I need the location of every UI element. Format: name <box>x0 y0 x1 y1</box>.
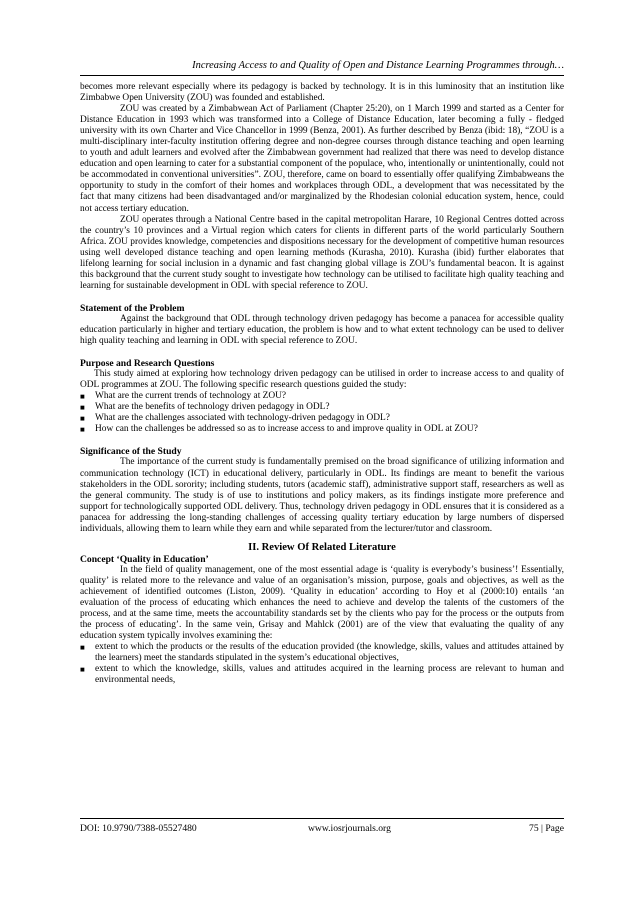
problem-heading: Statement of the Problem <box>80 302 185 314</box>
bullet-icon: ■ <box>80 414 85 424</box>
page-footer <box>80 822 564 836</box>
significance-paragraph: The importance of the current study is fundamentally premised on the broad significance of utilizing information and communication technology (ICT) in educational delivery, particularly in ODL. Its findings are meant to benefit the various stakeholders in the ODL sorority; including students, tutors (academic staff), administrative support staff, researchers as well as the general community. The study is of use to institutions and policy makers, as its findings instigate more preference and support for technologically supported ODL delivery. Thus, technology driven pedagogy in ODL ensures that it is considered as a panacea for addressing the long-standing challenges of accessing quality tertiary education by large numbers of dispersed individuals, allowing them to learn while they earn and while separated from the lecturer/tutor and classroom. <box>80 457 564 534</box>
page-number: 75 | Page <box>529 823 564 834</box>
concept-heading: Concept ‘Quality in Education’ <box>80 553 209 565</box>
website-link[interactable]: www.iosrjournals.org <box>308 823 391 834</box>
research-questions-list <box>80 391 564 435</box>
bullet-icon: ■ <box>80 665 85 675</box>
purpose-heading: Purpose and Research Questions <box>80 358 215 370</box>
bullet-icon: ■ <box>80 403 85 413</box>
quality-criteria-list <box>80 642 564 686</box>
header-rule <box>80 75 564 76</box>
running-header: Increasing Access to and Quality of Open and Distance Learning Programmes through… <box>192 60 564 71</box>
purpose-paragraph: This study aimed at exploring how technology driven pedagogy can be utilised in order to increase access to and quality of ODL programmes at ZOU. The following specific research questions guided the study: <box>80 369 564 391</box>
bullet-icon: ■ <box>80 392 85 402</box>
intro-paragraph-2: ZOU was created by a Zimbabwean Act of Parliament (Chapter 25:20), on 1 March 1999 and started as a Center for Distance Education in 1993 which was transformed into a College of Distance Education, later becoming a fully - fledged university with its own Charter and Vice Chancellor in 1999 (Benza, 2001). As further described by Benza (ibid: 18), “ZOU is a multi-disciplinary inter-faculty institution offering degree and non-degree courses through distance teaching and open learning to youth and adult learners and evolved after the Zimbabwean government had realized that there was need to develop distance education and open learning to cater for a substantial component of the populace, who, intentionally or unintentionally, could not be accommodated in conventional universities”. ZOU, therefore, came on board to essentially offer qualifying Zimbabweans the opportunity to study in the comfort of their homes and workplaces through ODL, a development that was necessitated by the fact that many citizens had been disadvantaged and/or marginalized by the Rhodesian colonial education system, hence, could not access tertiary education. <box>80 104 564 214</box>
problem-paragraph: Against the background that ODL through technology driven pedagogy has become a panacea for accessible quality education particularly in higher and tertiary education, the problem is how and to what extent technology can be used to deliver high quality teaching and learning in ODL with special reference to ZOU. <box>80 313 564 347</box>
list-item: ■ What are the challenges associated with technology-driven pedagogy in ODL? <box>80 413 390 424</box>
list-item: ■ How can the challenges be addressed so as to increase access to and improve quality in ODL at ZOU? <box>80 424 478 435</box>
intro-paragraph-1: becomes more relevant especially where its pedagogy is backed by technology. It is in this luminosity that an institution like Zimbabwe Open University (ZOU) was founded and established. <box>80 82 564 104</box>
bullet-icon: ■ <box>80 643 85 653</box>
list-item: ■ What are the current trends of technology at ZOU? <box>80 391 287 402</box>
list-item: ■ extent to which the knowledge, skills, values and attitudes acquired in the learning process are relevant to human and environmental needs, <box>80 664 564 686</box>
list-item: ■ extent to which the products or the results of the education provided (the knowledge, skills, values and attitudes attained by the learners) meet the standards stipulated in the system’s educational objectives, <box>80 642 564 664</box>
article-body <box>80 82 564 686</box>
doi-text: DOI: 10.9790/7388-05527480 <box>80 823 197 834</box>
quality-paragraph: In the field of quality management, one of the most essential adage is ‘quality is everybody’s business’! Essentially, quality’ is related more to the relevance and value of an organisation’s mission, purpose, goals and objectives, as well as the achievement of identified outcomes (Liston, 2009). ‘Quality in education’ according to Hoy et al (2000:10) entails ‘an evaluation of the process of educating which enhances the need to achieve and develop the talents of the customers of the process, and at the same time, meets the accountability standards set by the clients who pay for the process or the outputs from the process of educating’. In the same vein, Grisay and Mahlck (2001) are of the view that evaluating the quality of any education system typically involves examining the: <box>80 564 564 642</box>
bullet-icon: ■ <box>80 425 85 435</box>
significance-heading: Significance of the Study <box>80 446 182 458</box>
intro-paragraph-3: ZOU operates through a National Centre based in the capital metropolitan Harare, 10 Regional Centres dotted across the country’s 10 provinces and a Virtual region which caters for clients in different parts of the world particularly Southern Africa. ZOU provides knowledge, competencies and dispositions necessary for the development of competitive human resources using well developed distance teaching and open learning methods (Kurasha, 2010). Kurasha (ibid) further elaborates that lifelong learning for social inclusion in a dynamic and fast changing global village is ZOU’s fundamental beacon. It is against this background that the current study sought to investigate how technology can be utilised to facilitate high quality teaching and learning for sustainable development in ODL with special reference to ZOU. <box>80 214 564 291</box>
footer-rule <box>80 818 564 819</box>
list-item: ■ What are the benefits of technology driven pedagogy in ODL? <box>80 402 330 413</box>
section-title: II. Review Of Related Literature <box>248 541 396 553</box>
